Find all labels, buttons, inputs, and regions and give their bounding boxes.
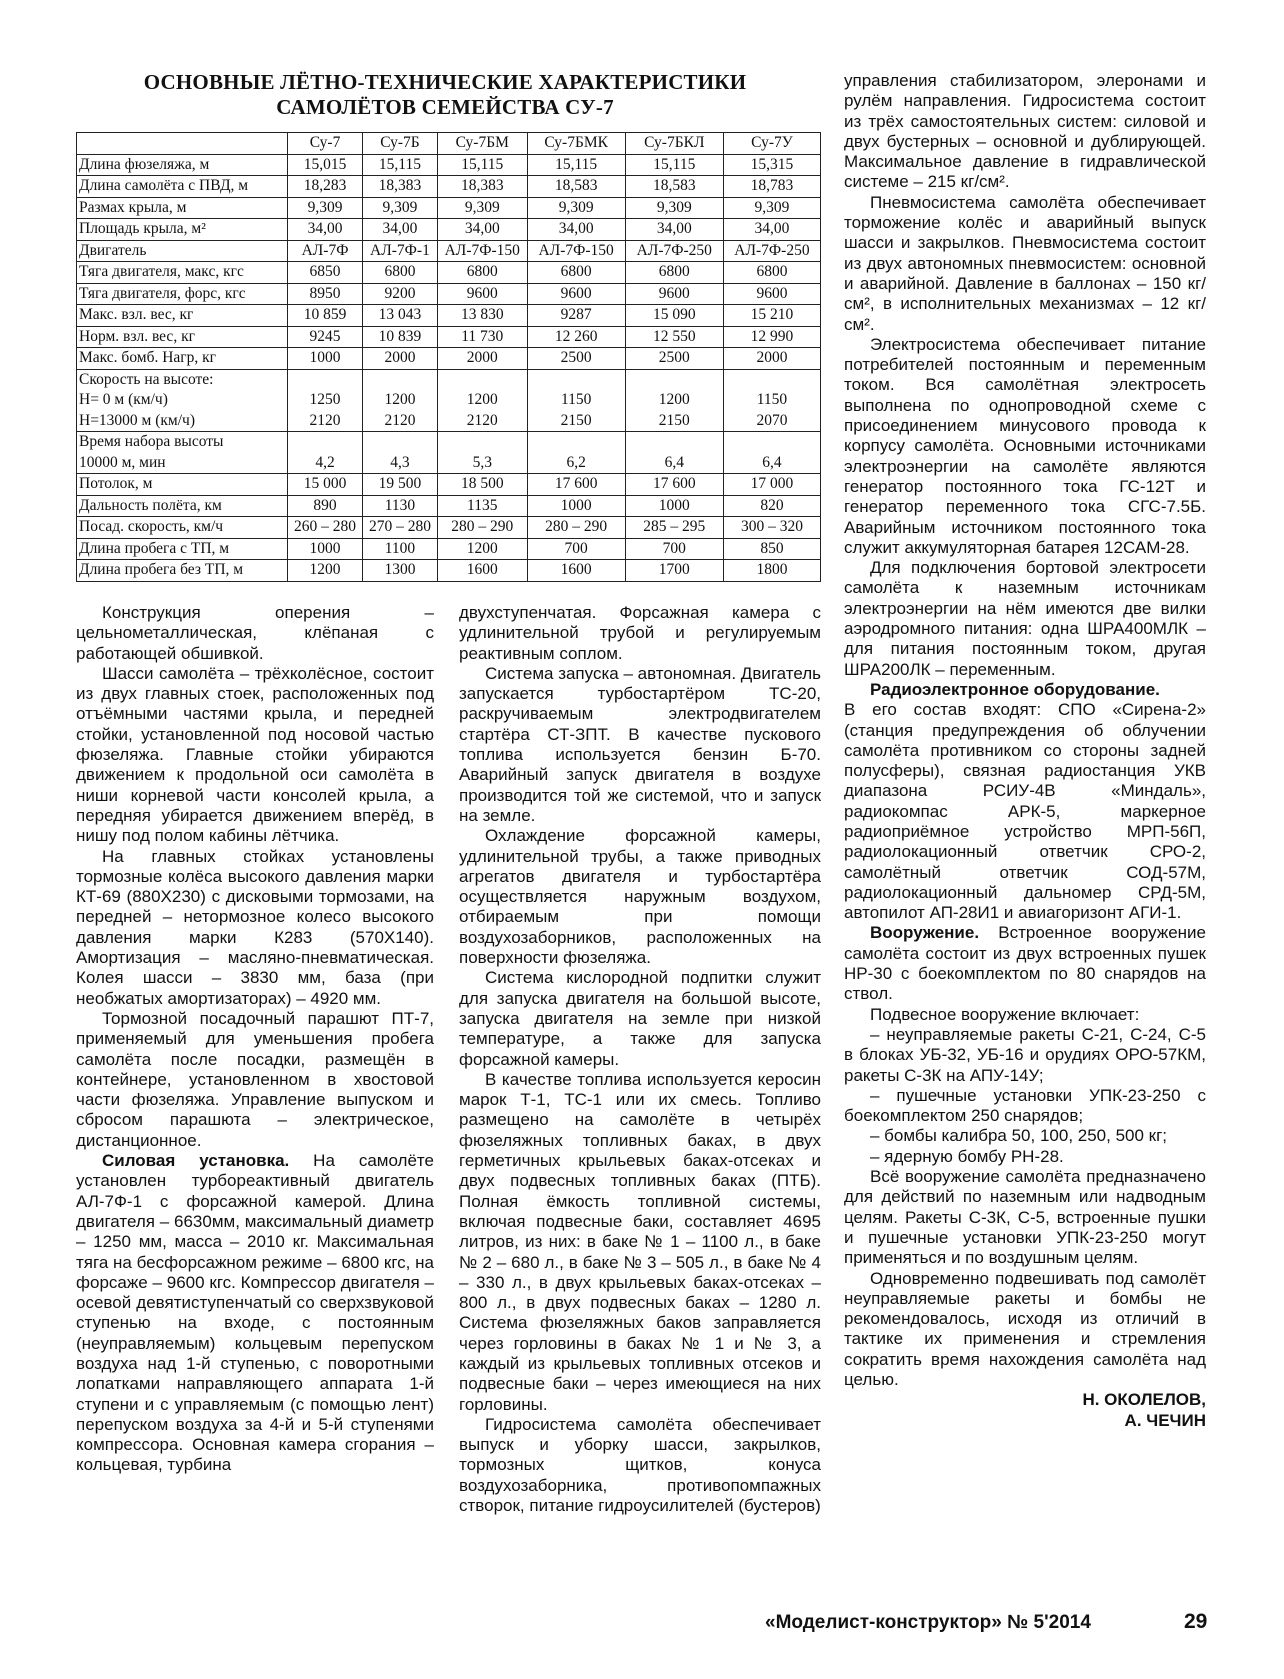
table-cell: 9600	[437, 283, 527, 305]
table-label-line: Н=13000 м (км/ч)	[79, 411, 196, 429]
table-cell: АЛ-7Ф-1	[362, 240, 437, 262]
table-cell: 9,309	[437, 197, 527, 219]
table-cell: 10 839	[362, 326, 437, 348]
table-row	[77, 474, 821, 496]
table-cell: 1000	[625, 495, 723, 517]
table-cell-value: 1250	[309, 391, 341, 408]
table-cell: 9,309	[625, 197, 723, 219]
table-row-label: Длина самолёта с ПВД, м	[77, 176, 288, 198]
paragraph: Конструкция оперения – цельнометаллическая, клёпаная с работающей обшивкой.	[76, 603, 434, 663]
table-cell: 1130	[362, 495, 437, 517]
table-cell: 8950	[288, 283, 363, 305]
table-cell: 15,115	[527, 154, 625, 176]
table-cell: 1135	[437, 495, 527, 517]
table-cell: 18,583	[527, 176, 625, 198]
table-cell-value: 1200	[384, 391, 416, 408]
table-row-label: Посад. скорость, км/ч	[77, 517, 288, 539]
paragraph: На главных стойках установлены тормозные колёса высокого давления марки КТ-69 (880Х230) с дисковыми тормозами, на передней – нетормозное колесо высокого давления марки К283 (570Х140). Амортизация – масляно-пневматическая. Колея шасси – 3830 мм, база (при необжатых амортизаторах) – 4920 мм.	[76, 846, 434, 1008]
table-cell: 12 550	[625, 326, 723, 348]
table-row-label	[77, 369, 288, 432]
table-cell: 13 830	[437, 305, 527, 327]
table-header-row	[77, 133, 821, 155]
table-cell	[362, 369, 437, 432]
paragraph: Для подключения бортовой электросети самолёта к наземным источникам электроэнергии на нём имеются две вилки аэродромного питания: одна ШРА400МЛК – для питания постоянным током, другая ШРА200ЛК – переменным.	[844, 558, 1206, 679]
table-cell-value: 1150	[560, 391, 592, 408]
table-cell: 12 260	[527, 326, 625, 348]
table-label-line: 10000 м, мин	[79, 453, 166, 471]
paragraph: Одновременно подвешивать под самолёт неуправляемые ракеты и бомбы не рекомендовалось, исходя из отличий в тактике их применения и стремления сократить время нахождения самолёта над целью.	[844, 1268, 1206, 1389]
table-label-line: Скорость на высоте:	[79, 370, 214, 388]
table-cell: 34,00	[288, 219, 363, 241]
table-row	[77, 154, 821, 176]
section-heading-armament: Вооружение.	[870, 923, 980, 943]
table-cell: 17 600	[527, 474, 625, 496]
table-cell: 9,309	[288, 197, 363, 219]
table-cell: 285 – 295	[625, 517, 723, 539]
specs-table-body	[77, 133, 821, 582]
table-title	[75, 70, 815, 120]
paragraph: В его состав входят: СПО «Сирена-2» (станция предупреждения об облучении самолёта противником со стороны задней полусферы), связная радиостанция УКВ диапазона РСИУ-4В «Миндаль», радиокомпас АРК-5, маркерное радиоприёмное устройство МРП-56П, радиолокационный ответчик СРО-2, самолётный ответчик СОД-57М, радиолокационный дальномер СРД-5М, автопилот АП-28И1 и авиагоризонт АГИ-1.	[844, 700, 1206, 923]
table-row-label: Норм. взл. вес, кг	[77, 326, 288, 348]
paragraph	[844, 923, 1206, 1004]
table-row	[77, 348, 821, 370]
table-header: Су-7БМК	[527, 133, 625, 155]
table-row-label: Размах крыла, м	[77, 197, 288, 219]
table-row-label: Макс. взл. вес, кг	[77, 305, 288, 327]
paragraph	[76, 1151, 434, 1476]
paragraph: Тормозной посадочный парашют ПТ-7, применяемый для уменьшения пробега самолёта после посадки, размещён в контейнере, установленном в хвостовой части фюзеляжа. Управление выпуском и сбросом парашюта – электрическое, дистанционное.	[76, 1008, 434, 1150]
table-row-speed	[77, 369, 821, 432]
title-line-1: ОСНОВНЫЕ ЛЁТНО-ТЕХНИЧЕСКИЕ ХАРАКТЕРИСТИКИ	[143, 70, 747, 94]
table-cell: АЛ-7Ф	[288, 240, 363, 262]
page-number: 29	[1184, 1610, 1208, 1633]
table-cell-value: 1200	[658, 391, 690, 408]
article-column-1	[76, 603, 434, 1476]
table-cell: 18,383	[437, 176, 527, 198]
table-row-label: Длина фюзеляжа, м	[77, 154, 288, 176]
table-cell: 2500	[625, 348, 723, 370]
table-cell: 15,115	[362, 154, 437, 176]
table-row	[77, 560, 821, 582]
table-cell-value: 2150	[560, 411, 592, 429]
table-cell: 700	[625, 538, 723, 560]
table-cell: 17 000	[723, 474, 820, 496]
paragraph	[844, 680, 1206, 700]
table-cell: 6800	[437, 262, 527, 284]
table-cell: 15 000	[288, 474, 363, 496]
article-column-3	[844, 71, 1206, 1431]
table-cell: 6,4	[723, 432, 820, 474]
table-cell: 850	[723, 538, 820, 560]
paragraph: Электросистема обеспечивает питание потребителей постоянным и переменным током. Вся самолётная электросеть выполнена по однопроводной схеме с присоединением минусового провода к корпусу самолёта. Основными источниками электроэнергии на самолёте являются генератор постоянного тока ГС-12Т и генератор переменного тока СГС-7.5Б. Аварийным источником постоянного тока служит аккумуляторная батарея 12САМ-28.	[844, 334, 1206, 557]
table-cell: 1200	[437, 538, 527, 560]
table-cell: 280 – 290	[437, 517, 527, 539]
paragraph-text: На самолёте установлен турбореактивный двигатель АЛ-7Ф-1 с форсажной камерой. Длина двигателя – 6630мм, максимальный диаметр – 1250 мм, масса – 2010 кг. Максимальная тяга на бесфорсажном режиме – 6800 кгс, на форсаже – 9600 кгс. Компрессор двигателя – осевой девятиступенчатый со сверхзвуковой ступенью на входе, с постоянным (неуправляемым) кольцевым перепуском воздуха над 1-й ступенью, с поворотными лопатками направляющего аппарата 1-й ступени и с управляемым (с помощью лент) перепуском воздуха за 4-й и 5-й ступенями компрессора. Основная камера сгорания – кольцевая, турбина	[76, 1151, 434, 1475]
paragraph-text: Встроенное вооружение самолёта состоит из двух встроенных пушек НР-30 с боекомплектом по 80 снарядов на ствол.	[844, 923, 1206, 1004]
table-cell: 700	[527, 538, 625, 560]
table-header: Су-7БМ	[437, 133, 527, 155]
paragraph: Система кислородной подпитки служит для запуска двигателя на большой высоте, запуска двигателя на земле при низкой температуре, а также для запуска форсажной камеры.	[459, 968, 821, 1069]
table-cell: 15,315	[723, 154, 820, 176]
table-row	[77, 262, 821, 284]
list-item: – пушечные установки УПК-23-250 с боекомплектом 250 снарядов;	[844, 1085, 1206, 1126]
table-cell: 34,00	[723, 219, 820, 241]
table-row-label: Длина пробега без ТП, м	[77, 560, 288, 582]
paragraph: Гидросистема самолёта обеспечивает выпуск и уборку шасси, закрылков, тормозных щитков, конуса воздухозаборника, противопомпажных створок, питание гидроусилителей (бустеров)	[459, 1414, 821, 1516]
table-row	[77, 219, 821, 241]
table-cell	[437, 369, 527, 432]
table-cell: 6800	[527, 262, 625, 284]
table-cell: 15 090	[625, 305, 723, 327]
table-cell: 6,2	[527, 432, 625, 474]
paragraph: Пневмосистема самолёта обеспечивает торможение колёс и аварийный выпуск шасси и закрылков. Пневмосистема состоит из двух автономных пневмосистем: основной и аварийной. Давление в баллонах – 150 кг/см², в исполнительных механизмах – 12 кг/см².	[844, 192, 1206, 334]
table-row	[77, 326, 821, 348]
table-cell: 6,4	[625, 432, 723, 474]
table-cell	[527, 369, 625, 432]
table-cell: 6850	[288, 262, 363, 284]
table-cell: 1000	[527, 495, 625, 517]
paragraph: Система запуска – автономная. Двигатель запускается турбостартёром ТС-20, раскручиваемым электродвигателем стартёра СТ-ЗПТ. В качестве пускового топлива используется бензин Б-70. Аварийный запуск двигателя в воздухе производится той же системой, что и запуск на земле.	[459, 663, 822, 825]
table-cell: 19 500	[362, 474, 437, 496]
table-cell: 1000	[288, 538, 363, 560]
table-cell: 11 730	[437, 326, 527, 348]
table-cell: 9600	[723, 283, 820, 305]
paragraph: управления стабилизатором, элеронами и рулём направления. Гидросистема состоит из трёх самостоятельных систем: силовой и двух бустерных – основной и дублирующей. Максимальное давление в гидравлической системе – 215 кг/см².	[844, 71, 1206, 192]
specs-table	[76, 132, 821, 582]
table-cell: 6800	[723, 262, 820, 284]
table-row	[77, 283, 821, 305]
table-cell: 34,00	[625, 219, 723, 241]
table-cell: 18,583	[625, 176, 723, 198]
table-cell: 5,3	[437, 432, 527, 474]
article-column-2	[459, 603, 821, 1516]
table-header: Су-7У	[723, 133, 820, 155]
table-cell-value: 2120	[309, 411, 341, 429]
table-cell: 890	[288, 495, 363, 517]
table-cell: 9200	[362, 283, 437, 305]
table-cell-value: 1200	[466, 391, 498, 408]
table-label-line: Н= 0 м (км/ч)	[79, 391, 168, 408]
magazine-title: «Моделист-конструктор» № 5'2014	[765, 1612, 1091, 1633]
paragraph: Охлаждение форсажной камеры, удлинительной трубы, а также приводных агрегатов двигателя и турбостартёра осуществляется наружным воздухом, отбираемым при помощи воздухозаборников, расположенных на поверхности фюзеляжа.	[459, 826, 821, 968]
table-cell: АЛ-7Ф-150	[527, 240, 625, 262]
table-cell: 18 500	[437, 474, 527, 496]
table-cell: 15,115	[625, 154, 723, 176]
table-cell-value: 2070	[756, 411, 788, 429]
table-cell	[288, 369, 363, 432]
table-cell	[723, 369, 820, 432]
table-cell: 1300	[362, 560, 437, 582]
table-cell: 6800	[625, 262, 723, 284]
author-2: А. ЧЕЧИН	[1124, 1410, 1206, 1430]
paragraph: Шасси самолёта – трёхколёсное, состоит из двух главных стоек, расположенных под отъёмными частями крыла, и передней стойки, установленной под носовой частью фюзеляжа. Главные стойки убираются движением к продольной оси самолёта в ниши корневой части консолей крыла, а передняя убирается движением вперёд, в нишу под полом кабины лётчика.	[76, 663, 434, 846]
table-row-label: Двигатель	[77, 240, 288, 262]
table-cell: 18,783	[723, 176, 820, 198]
table-cell: 17 600	[625, 474, 723, 496]
table-row	[77, 495, 821, 517]
table-cell: 18,283	[288, 176, 363, 198]
paragraph: Подвесное вооружение включает:	[870, 1004, 1140, 1024]
table-cell: 1000	[288, 348, 363, 370]
table-label-line: Время набора высоты	[79, 433, 224, 450]
title-line-2: САМОЛЁТОВ СЕМЕЙСТВА СУ-7	[276, 95, 614, 119]
table-cell: 15 210	[723, 305, 820, 327]
table-row-label: Тяга двигателя, макс, кгс	[77, 262, 288, 284]
table-cell: 9,309	[527, 197, 625, 219]
table-cell: 260 – 280	[288, 517, 363, 539]
table-cell: 9245	[288, 326, 363, 348]
list-item: – ядерную бомбу РН-28.	[870, 1146, 1064, 1166]
table-cell: 9600	[625, 283, 723, 305]
table-row	[77, 240, 821, 262]
table-cell: 9,309	[723, 197, 820, 219]
table-cell: 270 – 280	[362, 517, 437, 539]
table-header: Су-7	[288, 133, 363, 155]
table-cell: 12 990	[723, 326, 820, 348]
table-cell: 13 043	[362, 305, 437, 327]
table-cell: 1700	[625, 560, 723, 582]
table-cell: АЛ-7Ф-150	[437, 240, 527, 262]
table-row	[77, 517, 821, 539]
table-cell-value: 2150	[658, 411, 690, 429]
table-cell: 18,383	[362, 176, 437, 198]
table-cell: 1100	[362, 538, 437, 560]
table-cell: 9,309	[362, 197, 437, 219]
table-cell: 2000	[362, 348, 437, 370]
table-cell: 2500	[527, 348, 625, 370]
paragraph: двухступенчатая. Форсажная камера с удлинительной трубой и регулируемым реактивным соплом.	[459, 603, 821, 663]
table-cell: 2000	[723, 348, 820, 370]
list-item: – бомбы калибра 50, 100, 250, 500 кг;	[870, 1126, 1168, 1146]
table-cell: 9600	[527, 283, 625, 305]
table-cell: АЛ-7Ф-250	[723, 240, 820, 262]
paragraph: В качестве топлива используется керосин марок Т-1, ТС-1 или их смесь. Топливо размещено на самолёте в четырёх фюзеляжных топливных баках, в двух герметичных крыльевых баках-отсеках и двух подвесных топливных баках (ПТБ). Полная ёмкость топливной системы, включая подвесные баки, составляет 4695 литров, из них: в баке № 1 – 1100 л., в баке № 2 – 680 л., в баке № 3 – 505 л., в баке № 4 – 330 л., в двух крыльевых баках-отсеках – 800 л., в двух подвесных баках – 1280 л. Система фюзеляжных баков заправляется через горловины в баках № 1 и № 3, а каждый из крыльевых топливных отсеков и подвесные баки – через имеющиеся на них горловины.	[459, 1069, 821, 1414]
table-cell: 1600	[527, 560, 625, 582]
table-row-climb	[77, 432, 821, 474]
table-row	[77, 197, 821, 219]
table-header-blank	[77, 133, 288, 155]
table-row	[77, 176, 821, 198]
section-heading-powerplant: Силовая установка.	[102, 1151, 290, 1171]
paragraph: Всё вооружение самолёта предназначено для действий по наземным или надводным целям. Ракеты С-3К, С-5, встроенные пушки и пушечные установки УПК-23-250 могут применяться и по воздушным целям.	[844, 1167, 1206, 1268]
table-cell-value: 2120	[466, 411, 498, 429]
table-cell: 300 – 320	[723, 517, 820, 539]
table-cell: 15,115	[437, 154, 527, 176]
table-cell: 34,00	[362, 219, 437, 241]
table-cell-value: 1150	[756, 391, 788, 408]
table-cell: 6800	[362, 262, 437, 284]
table-cell: 1800	[723, 560, 820, 582]
table-row-label: Тяга двигателя, форс, кгс	[77, 283, 288, 305]
table-row-label: Дальность полёта, км	[77, 495, 288, 517]
table-cell: 280 – 290	[527, 517, 625, 539]
table-cell: 1600	[437, 560, 527, 582]
table-row-label: Макс. бомб. Нагр, кг	[77, 348, 288, 370]
table-cell: 34,00	[527, 219, 625, 241]
table-row-label: Площадь крыла, м²	[77, 219, 288, 241]
list-item: – неуправляемые ракеты С-21, С-24, С-5 в блоках УБ-32, УБ-16 и орудиях ОРО-57КМ, ракеты С-3К на АПУ-14У;	[844, 1024, 1206, 1085]
table-cell: 34,00	[437, 219, 527, 241]
table-cell: 10 859	[288, 305, 363, 327]
table-cell: 1200	[288, 560, 363, 582]
table-header: Су-7Б	[362, 133, 437, 155]
table-row-label	[77, 432, 288, 474]
table-row	[77, 538, 821, 560]
table-cell-value: 2120	[384, 411, 416, 429]
table-cell: АЛ-7Ф-250	[625, 240, 723, 262]
author-1: Н. ОКОЛЕЛОВ,	[1082, 1390, 1206, 1410]
table-cell: 4,2	[288, 432, 363, 474]
table-cell: 9287	[527, 305, 625, 327]
table-header: Су-7БКЛ	[625, 133, 723, 155]
table-cell: 820	[723, 495, 820, 517]
table-row-label: Потолок, м	[77, 474, 288, 496]
table-cell	[625, 369, 723, 432]
table-row	[77, 305, 821, 327]
table-cell: 4,3	[362, 432, 437, 474]
table-cell: 15,015	[288, 154, 363, 176]
section-heading-avionics: Радиоэлектронное оборудование.	[870, 679, 1160, 699]
table-cell: 2000	[437, 348, 527, 370]
table-row-label: Длина пробега с ТП, м	[77, 538, 288, 560]
